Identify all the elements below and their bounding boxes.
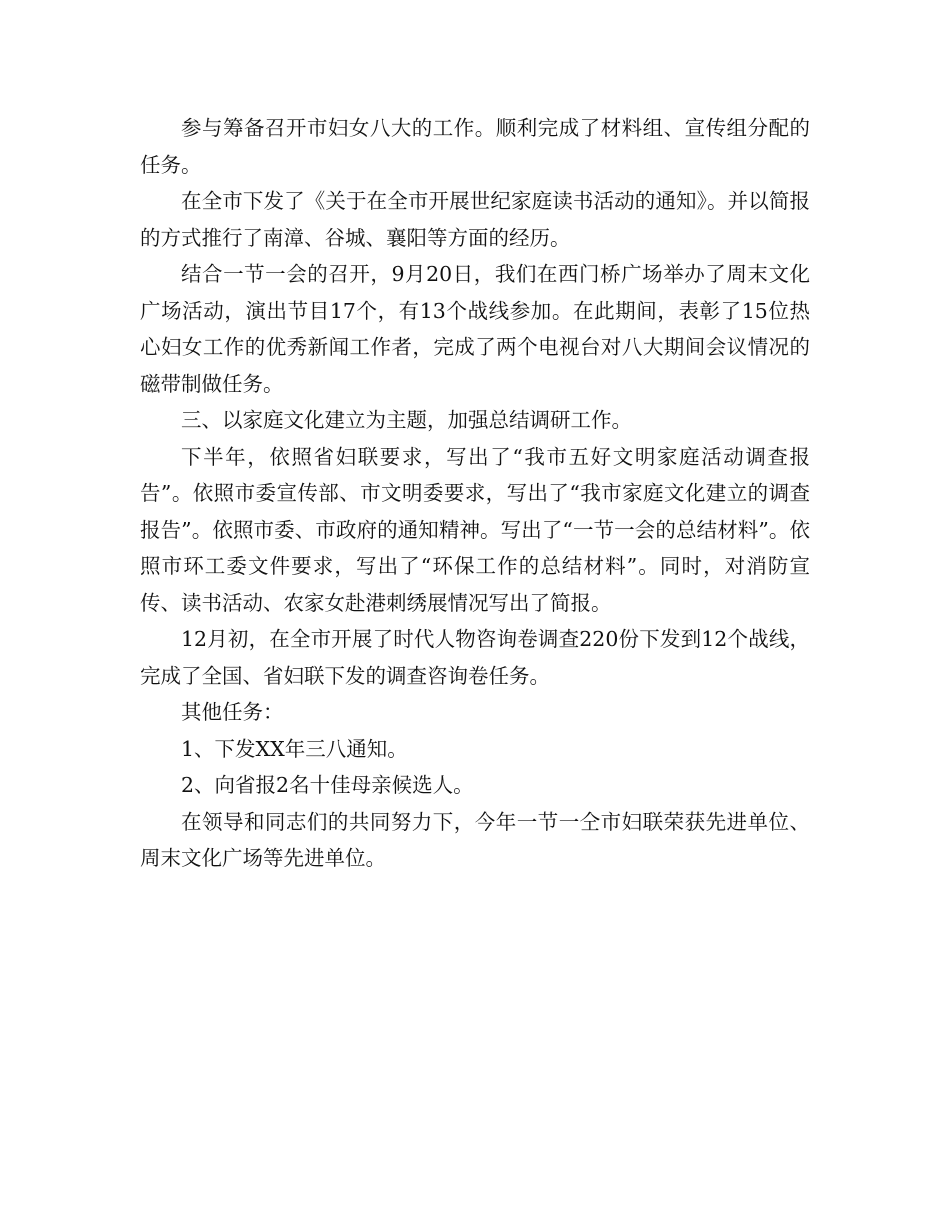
list-item-one: 1、下发XX年三八通知。 [181, 736, 408, 761]
paragraph-reports: 下半年，依照省妇联要求，写出了“我市五好文明家庭活动调查报告”。依照市委宣传部、市文明委要求，写出了“我市家庭文化建立的调查报告”。依照市委、市政府的通知精神。写出了“一节一会的总结材料”。依照市环工委文件要求，写出了“环保工作的总结材料”。同时，对消防宣传、读书活动、农家女赴港刺绣展情况写出了简报。 [140, 444, 810, 615]
paragraph-preparation: 参与筹备召开市妇女八大的工作。顺利完成了材料组、宣传组分配的任务。 [140, 116, 810, 177]
document-body [140, 110, 810, 877]
paragraph-culture-square: 结合一节一会的召开，9月20日，我们在西门桥广场举办了周末文化广场活动，演出节目17个，有13个战线参加。在此期间，表彰了15位热心妇女工作的优秀新闻工作者，完成了两个电视台对八大期间会议情况的磁带制做任务。 [140, 262, 810, 396]
list-item-two: 2、向省报2名十佳母亲候选人。 [181, 773, 474, 797]
paragraph-other-tasks: 其他任务： [181, 700, 284, 724]
paragraph-conclusion: 在领导和同志们的共同努力下，今年一节一仝市妇联荣获先进单位、周末文化广场等先进单位。 [140, 809, 810, 870]
paragraph-reading-notice: 在全市下发了《关于在全市开展世纪家庭读书活动的通知》。并以简报的方式推行了南漳、谷城、襄阳等方面的经历。 [140, 189, 810, 250]
paragraph-survey: 12月初，在全市开展了时代人物咨询卷调查220份下发到12个战线，完成了全国、省妇联下发的调查咨询卷任务。 [140, 627, 810, 688]
section-heading-three: 三、以家庭文化建立为主题，加强总结调研工作。 [181, 408, 632, 432]
